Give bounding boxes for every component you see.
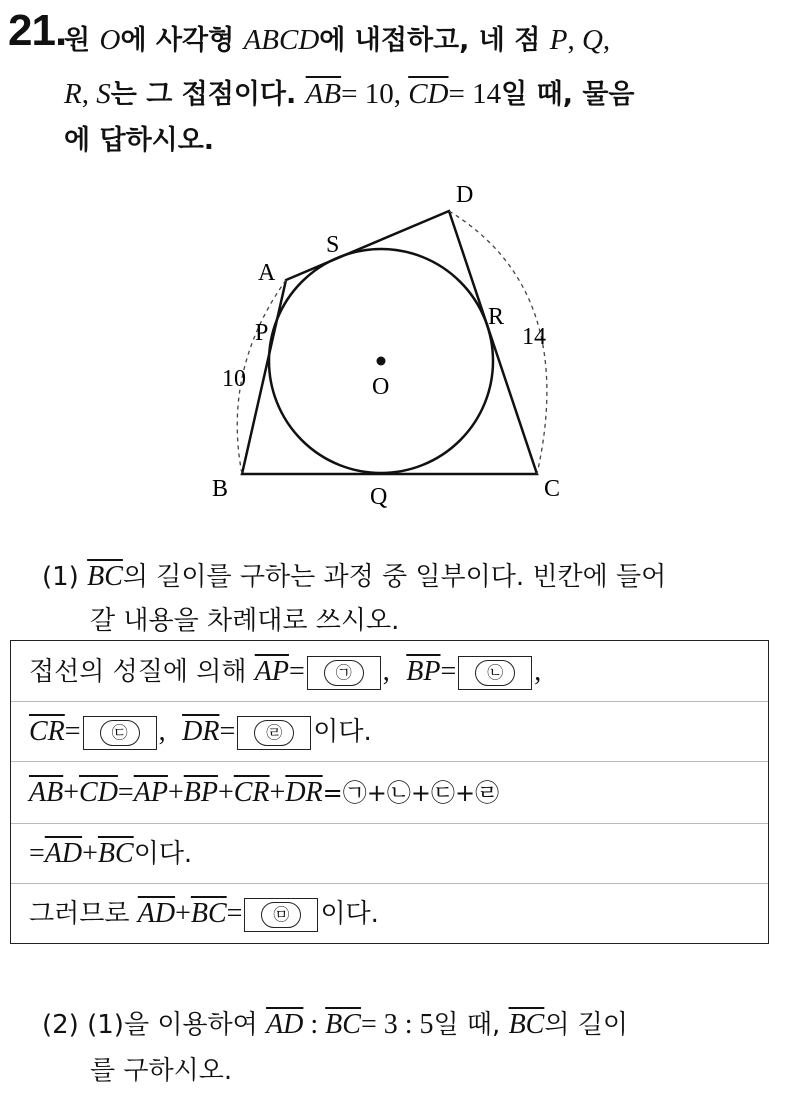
center-point bbox=[377, 357, 386, 366]
eq: = bbox=[117, 777, 134, 808]
math-q: Q bbox=[581, 24, 603, 56]
eq: = bbox=[219, 716, 236, 747]
eq: = bbox=[440, 656, 457, 687]
blank-5[interactable] bbox=[244, 898, 318, 932]
box-row-3 bbox=[29, 773, 499, 809]
text: (1)을 이용하여 bbox=[87, 1010, 267, 1040]
text: 의 길이 bbox=[544, 1010, 628, 1040]
comma: , bbox=[534, 656, 542, 687]
segment-cr: $\overline{CR}$ bbox=[29, 716, 65, 747]
blank-label: ㉡ bbox=[475, 660, 515, 686]
part2-line-1 bbox=[42, 1004, 628, 1041]
blank-sum: =㉠+㉡+㉢+㉣ bbox=[322, 779, 500, 807]
box-row-2 bbox=[29, 711, 372, 750]
label-s: S bbox=[326, 232, 340, 258]
segment-bc: $\overline{BC}$ bbox=[97, 838, 134, 869]
box-row-4 bbox=[29, 833, 192, 870]
question-number: 21. bbox=[8, 6, 67, 55]
eq: = bbox=[29, 838, 45, 869]
length-cd-label: 14 bbox=[522, 324, 546, 350]
segment-ad: $\overline{AD}$ bbox=[137, 898, 176, 929]
text: , bbox=[81, 78, 97, 110]
comma: , bbox=[382, 656, 390, 687]
blank-4[interactable] bbox=[237, 716, 311, 750]
text: 에 내접하고, 네 점 bbox=[319, 25, 550, 56]
plus: + bbox=[175, 898, 191, 929]
segment-ab: $\overline{AB}$ bbox=[29, 777, 64, 808]
math-s: S bbox=[96, 78, 111, 110]
plus: + bbox=[217, 777, 234, 808]
plus: + bbox=[63, 777, 80, 808]
text: , bbox=[567, 24, 582, 56]
segment-ad: $\overline{AD}$ bbox=[44, 838, 83, 869]
segment-cd: $\overline{CD}$ bbox=[408, 78, 449, 110]
blank-label: ㉢ bbox=[100, 720, 140, 746]
value-ab: = 10, bbox=[341, 78, 409, 110]
length-ab-label: 10 bbox=[222, 366, 246, 392]
math-r: R bbox=[64, 78, 82, 110]
part-number: (2) bbox=[42, 1010, 79, 1040]
part-number: (1) bbox=[42, 562, 79, 592]
ratio: = 3 : 5 bbox=[360, 1009, 434, 1040]
question-line-3: 에 답하시오. bbox=[64, 125, 215, 156]
blank-label: ㉠ bbox=[324, 660, 364, 686]
colon: : bbox=[303, 1009, 326, 1040]
eq: = bbox=[288, 656, 305, 687]
math-p: P bbox=[549, 24, 568, 56]
segment-dr: $\overline{DR}$ bbox=[182, 716, 220, 747]
blank-3[interactable] bbox=[83, 716, 157, 750]
segment-bp: $\overline{BP}$ bbox=[406, 656, 441, 687]
segment-bc: $\overline{BC}$ bbox=[508, 1009, 545, 1040]
label-p: P bbox=[255, 320, 269, 346]
text: 이다. bbox=[133, 839, 193, 869]
eq: = bbox=[226, 898, 243, 929]
text: 원 bbox=[64, 25, 100, 56]
label-o: O bbox=[372, 374, 390, 400]
text: 는 그 접점이다. bbox=[110, 79, 306, 110]
text: 일 때, bbox=[433, 1010, 509, 1040]
question-line-2 bbox=[64, 72, 635, 111]
label-q: Q bbox=[370, 484, 388, 510]
blank-label: ㉣ bbox=[254, 720, 294, 746]
segment-ap: $\overline{AP}$ bbox=[254, 656, 289, 687]
question-line-1 bbox=[64, 18, 610, 57]
math-abcd: ABCD bbox=[243, 24, 320, 56]
text: 의 길이를 구하는 과정 중 일부이다. 빈칸에 들어 bbox=[122, 562, 667, 592]
blank-label: ㉤ bbox=[261, 902, 301, 928]
segment-bc: $\overline{BC}$ bbox=[325, 1009, 361, 1040]
part2-line-2: 를 구하시오. bbox=[90, 1056, 233, 1086]
eq: = bbox=[64, 716, 81, 747]
value-cd: = 14 bbox=[448, 78, 502, 110]
geometry-figure bbox=[0, 170, 804, 520]
answer-box bbox=[10, 640, 769, 944]
text: 에 사각형 bbox=[120, 25, 244, 56]
segment-ab: $\overline{AB}$ bbox=[305, 78, 342, 110]
box-row-5 bbox=[29, 893, 379, 932]
segment-cd: $\overline{CD}$ bbox=[79, 777, 118, 808]
plus: + bbox=[269, 777, 286, 808]
segment-cr: $\overline{CR}$ bbox=[233, 777, 270, 808]
text: 접선의 성질에 의해 bbox=[29, 657, 255, 687]
part1-line-2: 갈 내용을 차례대로 쓰시오. bbox=[90, 606, 400, 636]
text: 이다. bbox=[320, 899, 379, 929]
part1-line-1 bbox=[42, 556, 666, 593]
comma: , bbox=[158, 716, 166, 747]
plus: + bbox=[167, 777, 184, 808]
label-d: D bbox=[456, 182, 474, 208]
text: 이다. bbox=[313, 717, 372, 747]
label-c: C bbox=[544, 476, 561, 502]
segment-dr: $\overline{DR}$ bbox=[285, 777, 323, 808]
blank-1[interactable] bbox=[307, 656, 381, 690]
plus: + bbox=[82, 838, 98, 869]
segment-bp: $\overline{BP}$ bbox=[183, 777, 218, 808]
divider bbox=[11, 823, 768, 824]
divider bbox=[11, 761, 768, 762]
box-row-1 bbox=[29, 651, 541, 690]
blank-2[interactable] bbox=[458, 656, 532, 690]
divider bbox=[11, 883, 768, 884]
label-a: A bbox=[258, 260, 276, 286]
segment-ad: $\overline{AD}$ bbox=[266, 1009, 304, 1040]
label-b: B bbox=[212, 476, 229, 502]
segment-bc: $\overline{BC}$ bbox=[87, 561, 123, 592]
math-o: O bbox=[99, 24, 121, 56]
text: 그러므로 bbox=[29, 899, 138, 929]
segment-bc: $\overline{BC}$ bbox=[190, 898, 227, 929]
segment-ap: $\overline{AP}$ bbox=[133, 777, 168, 808]
divider bbox=[11, 701, 768, 702]
text: 일 때, 물음 bbox=[501, 79, 635, 110]
label-r: R bbox=[488, 304, 505, 330]
text: , bbox=[602, 24, 611, 56]
